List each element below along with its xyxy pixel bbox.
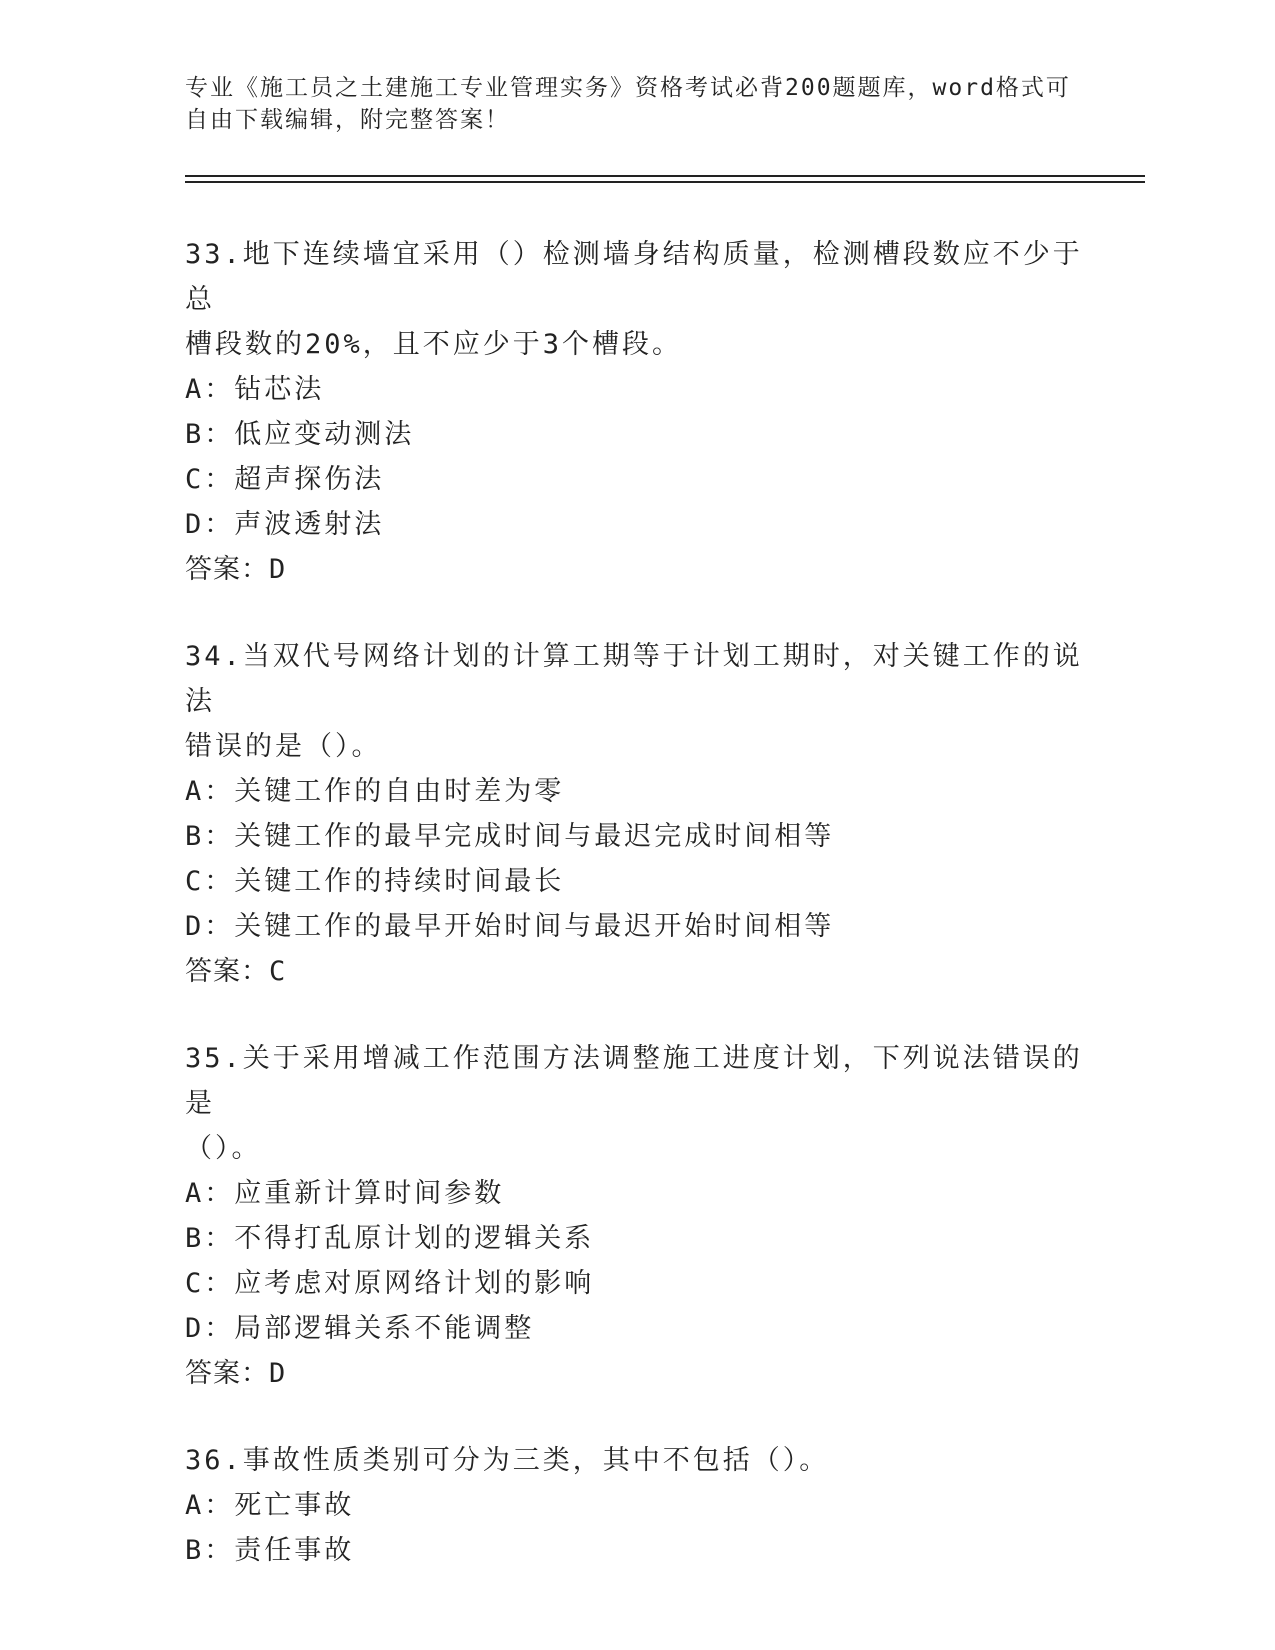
option-b: B：低应变动测法	[185, 419, 415, 450]
option-a: A：应重新计算时间参数	[185, 1178, 505, 1209]
option-b: B：不得打乱原计划的逻辑关系	[185, 1223, 595, 1254]
question-34	[185, 634, 1085, 994]
option-a: A：关键工作的自由时差为零	[185, 776, 565, 807]
option-b: B：关键工作的最早完成时间与最迟完成时间相等	[185, 821, 835, 852]
question-36	[185, 1438, 1085, 1573]
answer-line: 答案：D	[185, 554, 287, 585]
question-stem-line: （）。	[185, 1133, 262, 1164]
question-33	[185, 232, 1085, 592]
header-divider-top	[185, 175, 1145, 177]
option-c: C：应考虑对原网络计划的影响	[185, 1268, 595, 1299]
option-c: C：关键工作的持续时间最长	[185, 866, 565, 897]
option-d: D：关键工作的最早开始时间与最迟开始时间相等	[185, 911, 835, 942]
question-stem-line: 34.当双代号网络计划的计算工期等于计划工期时，对关键工作的说法	[185, 641, 1083, 717]
option-a: A：死亡事故	[185, 1490, 355, 1521]
question-stem-line: 33.地下连续墙宜采用（）检测墙身结构质量，检测槽段数应不少于总	[185, 239, 1083, 315]
question-stem-line: 错误的是（）。	[185, 731, 382, 762]
option-d: D：声波透射法	[185, 509, 385, 540]
answer-line: 答案：D	[185, 1358, 287, 1389]
header-divider-bottom	[185, 181, 1145, 183]
option-c: C：超声探伤法	[185, 464, 385, 495]
question-35	[185, 1036, 1085, 1396]
question-stem-line: 36.事故性质类别可分为三类，其中不包括（）。	[185, 1445, 830, 1476]
header-line-1: 专业《施工员之土建施工专业管理实务》资格考试必背200题题库，word格式可	[185, 75, 1071, 101]
question-stem-line: 槽段数的20%，且不应少于3个槽段。	[185, 329, 683, 360]
option-b: B：责任事故	[185, 1535, 355, 1566]
option-d: D：局部逻辑关系不能调整	[185, 1313, 535, 1344]
header-line-2: 自由下载编辑，附完整答案！	[185, 107, 510, 133]
option-a: A：钻芯法	[185, 374, 325, 405]
answer-line: 答案：C	[185, 956, 287, 987]
question-stem-line: 35.关于采用增减工作范围方法调整施工进度计划，下列说法错误的是	[185, 1043, 1083, 1119]
document-header	[185, 72, 1085, 136]
question-list	[185, 232, 1085, 1615]
